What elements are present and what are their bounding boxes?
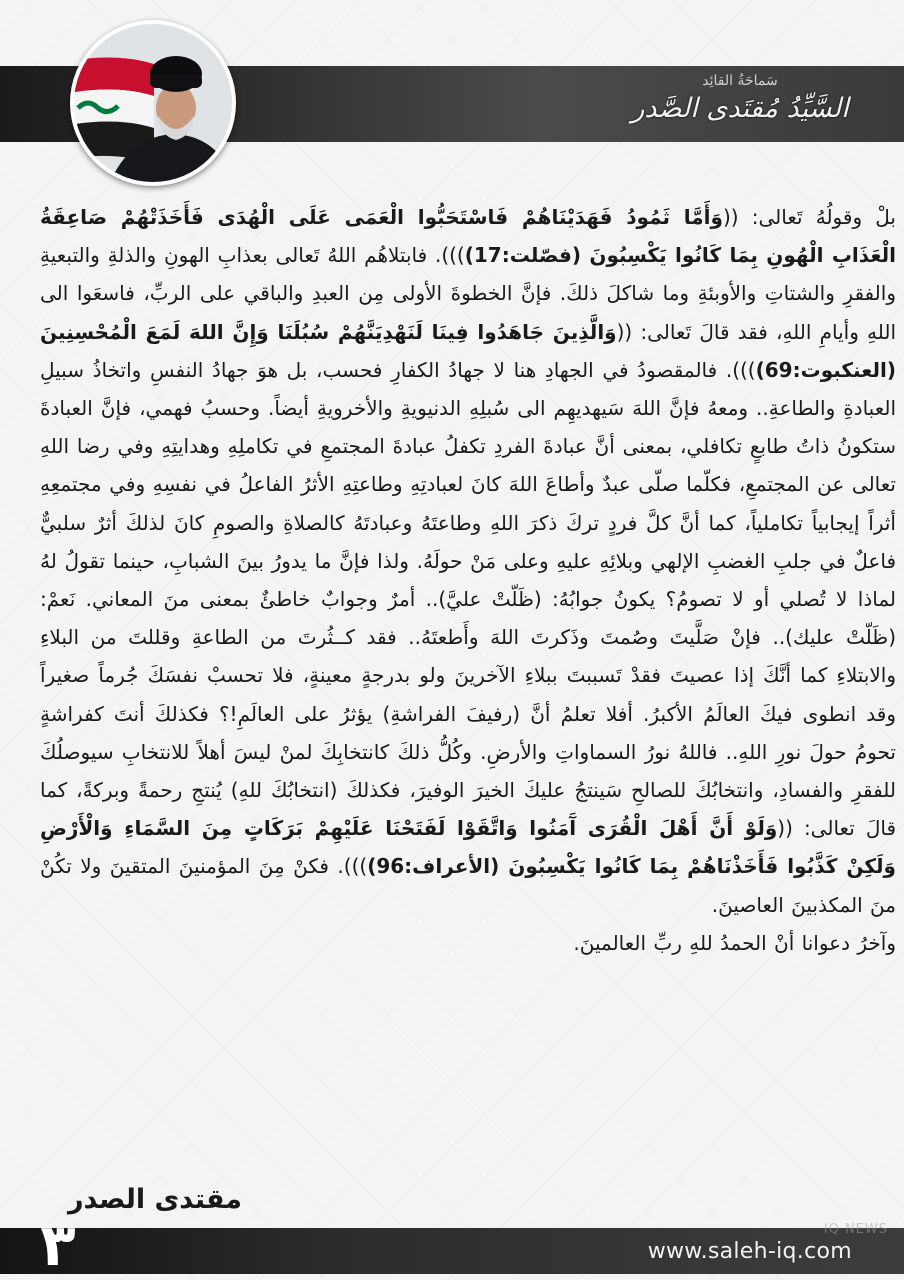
- article-text-segment: ))). فكنْ مِنَ المؤمنينَ المتقينَ ولا تكُنْ منَ المكذبينَ العاصينَ.: [40, 854, 896, 917]
- article-text-segment: وآخرُ دعوانا أنْ الحمدُ للهِ ربِّ العالمينَ.: [573, 930, 896, 955]
- article-text-segment: ))). فالمقصودُ في الجهادِ هنا لا جهادُ الكفارِ فحسب، بل هوَ جهادُ النفسِ واتخاذُ سبيلِ العبادةِ والطاعةِ.. ومعهُ فإنَّ اللهَ سَيهديهِم الى سُبلِهِ الدنيويةِ والأخرويةِ أيضاً. وحسبُ فهمي، فإنَّ العبادةَ ستكونُ ذاتُ طابعٍ تكافلي، بمعنى أنَّ عبادةَ الفردِ تكفلُ عبادةَ المجتمعِ في تكاملِهِ وهدايتِهِ وفي رضا اللهِ تعالى عن المجتمعِ، فكلّما صلّى عبدٌ وأطاعَ اللهَ كانَ لعبادتِهِ وطاعتِهِ الأثرُ الفاعلُ في نفسِهِ وفي مجتمعِهِ أثراً إيجابياً تكاملياً، كما أنَّ كلَّ فردٍ تركَ ذكرَ اللهِ وطاعتَهُ وعبادتَهُ كالصلاةِ والصومِ كانَ لذلكَ أثرٌ سلبيٌّ فاعلٌ في جلبِ الغضبِ الإلهي وبلائِهِ عليهِ وعلى مَنْ حولَهُ. ولذا فإنَّ ما يدورُ بينَ الشبابِ، حينما تقولُ لهُ لماذا لا تُصلي أو لا تصومُ؟ يكونُ جوابُهُ: (ظَلّتْ عليَّ).. أمرٌ وجوابٌ خاطئٌ بمعنى منَ المعاني. نَعمْ: (ظَلّتْ عليك).. فإنْ صَلَّيتَ وصُمتَ وذَكرتَ اللهَ وأَطعتَهُ.. فقد كــثُرتَ من الطاعةِ وقللتَ من البلاءِ والابتلاءِ كما أنَّكَ إذا عصيتَ فقدْ تَسببتَ ببلاءِ الآخرينَ ولو بدرجةٍ معينةٍ، فلا تحسبْ نفسَكَ جُرماً صغيراً وقد انطوى فيكَ العالَمُ الأكبرُ. أفلا تعلمُ أنَّ (رفيفَ الفراشةِ) يؤثرُ على العالَمِ!؟ فكذلكَ أنتَ كفراشةٍ تحومُ حولَ نورِ اللهِ.. فاللهُ نورُ السماواتِ والأرضِ. وكُلُّ ذلكَ كانتخابِكَ لمنْ ليسَ أهلاً للانتخابِ سيوصلُكَ للفقرِ والفسادِ، وانتخابُكَ للصالحِ سَينتجُ عليكَ الخيرَ الوفيرَ، فكذلكَ (انتخابُكَ للهِ) يُنتجِ رحمةً وبركةً، كما قالَ تعالى: ((: [40, 357, 897, 841]
- header-logo-title: [620, 72, 860, 128]
- header-title: السَّيِّدُ مُقتَدى الصَّدر: [631, 93, 849, 124]
- portrait-image: [70, 20, 236, 186]
- quran-verse: وَالَّذِينَ جَاهَدُوا فِينَا لَنَهْدِيَنَّهُمْ سُبُلَنَا وَإِنَّ اللهَ لَمَعَ الْمُحْسِنِينَ (العنكبوت:69): [40, 319, 896, 382]
- quran-verse: وَلَوْ أَنَّ أَهْلَ الْقُرَى آَمَنُوا وَاتَّقَوْا لَفَتَحْنَا عَلَيْهِمْ بَرَكَاتٍ مِنَ السَّمَاءِ وَالْأَرْضِ وَلَكِنْ كَذَّبُوا فَأَخَذْنَاهُمْ بِمَا كَانُوا يَكْسِبُونَ (الأعراف:96): [40, 816, 896, 879]
- website-link[interactable]: www.saleh-iq.com: [647, 1239, 852, 1264]
- portrait-illustration: [74, 24, 232, 182]
- quran-verse: وَأَمَّا ثَمُودُ فَهَدَيْنَاهُمْ فَاسْتَحَبُّوا الْعَمَى عَلَى الْهُدَى فَأَخَذَتْهُمْ صَاعِقَةُ الْعَذَابِ الْهُونِ بِمَا كَانُوا يَكْسِبُونَ (فصّلت:17): [40, 205, 896, 268]
- closing-line: [40, 924, 896, 962]
- article-text-segment: بلْ وقولُهُ تَعالى: ((: [722, 205, 896, 229]
- article-text-segment: ))). فابتلاهُم اللهُ تَعالى بعذابِ الهونِ والذلةِ والتبعيةِ والفقرِ والشتاتِ والأوبئةِ وما شاكلَ ذلكَ. فإنَّ الخطوةَ الأولى مِن العبدِ والباقي على الربِّ، فاسعَوا الى اللهِ وأيامِ اللهِ، فقد قالَ تَعالى: ((: [40, 243, 897, 344]
- page-number: ٣: [40, 1211, 76, 1279]
- watermark: IQ NEWS: [823, 1222, 888, 1237]
- signature: مقتدى الصدر: [67, 1184, 243, 1215]
- article-paragraph: [40, 198, 896, 924]
- header-subtitle: سَماحَةُ القائِد: [702, 73, 778, 89]
- article-body: [40, 198, 896, 962]
